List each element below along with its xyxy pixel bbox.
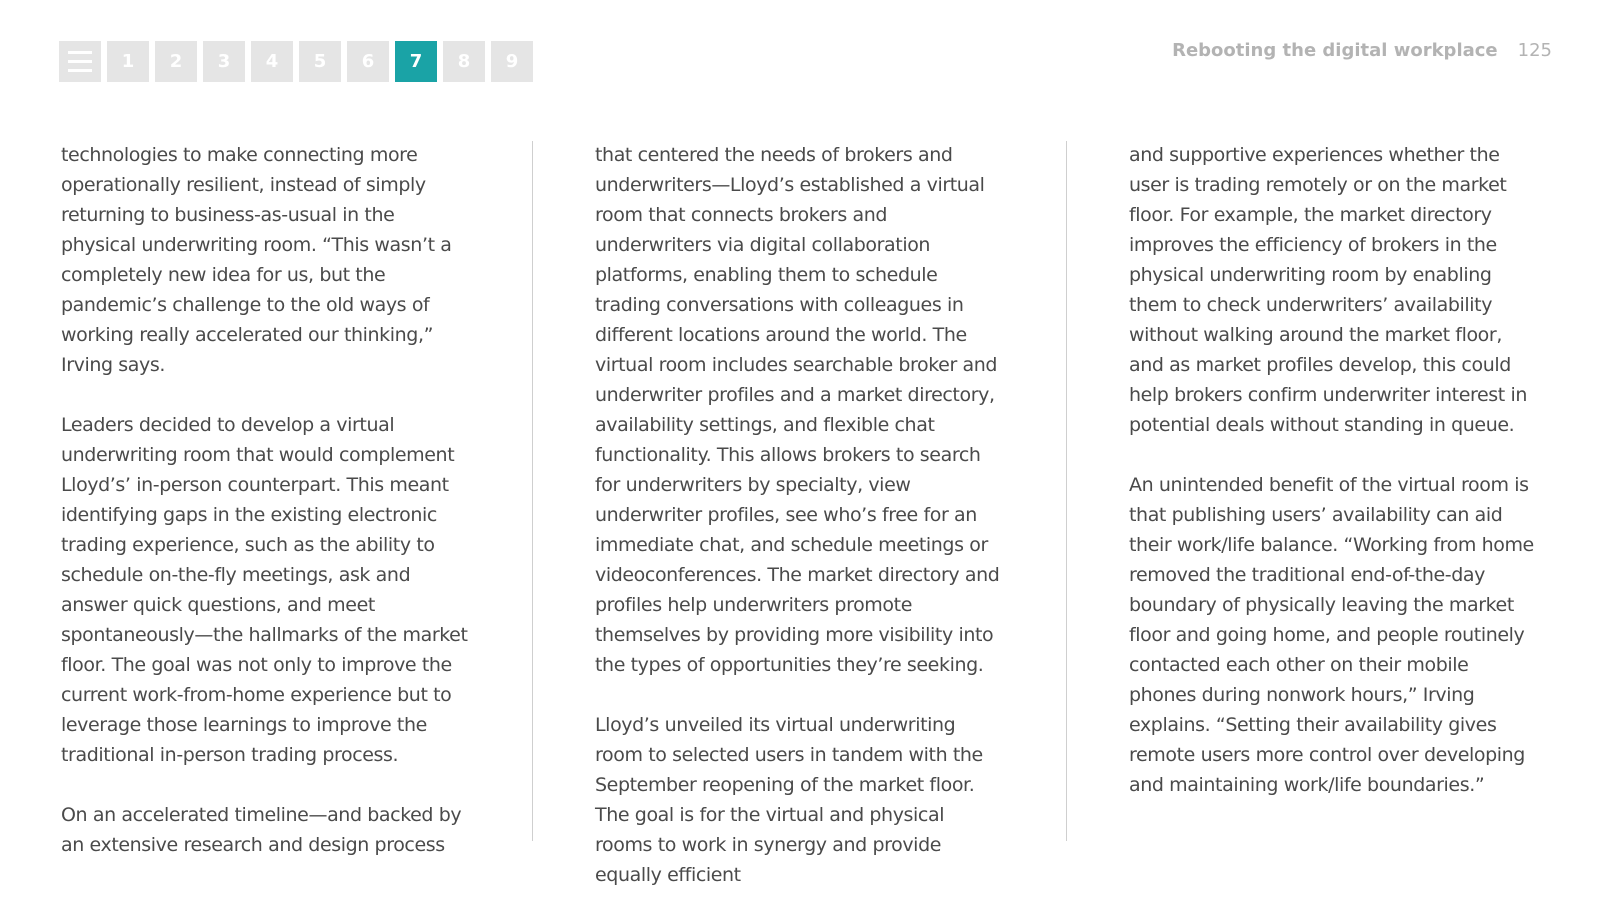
page-button-6[interactable]: 6 bbox=[347, 41, 389, 82]
page-number: 125 bbox=[1517, 40, 1552, 61]
page-button-9[interactable]: 9 bbox=[491, 41, 533, 82]
page-button-3[interactable]: 3 bbox=[203, 41, 245, 82]
text-column-1 bbox=[61, 140, 471, 890]
page-navigation bbox=[59, 41, 533, 82]
paragraph: and supportive experiences whether the user is trading remotely or on the market floor. For example, the market directory improves the efficiency of brokers in the physical underwriting room by enabling them to check underwriters’ availability without walking around the market floor, and as market profiles develop, this could help brokers confirm underwriter interest in potential deals without standing in queue. bbox=[1129, 144, 1527, 436]
paragraph: On an accelerated timeline—and backed by an extensive research and design process bbox=[61, 804, 462, 856]
paragraph: An unintended benefit of the virtual room is that publishing users’ availability can aid their work/life balance. “Working from home removed the traditional end-of-the-day boundary of physically leaving the market floor and going home, and people routinely contacted each other on their mobile phones during nonwork hours,” Irving explains. “Setting their availability gives remote users more control over developing and maintaining work/life boundaries.” bbox=[1129, 474, 1534, 796]
page-button-2[interactable]: 2 bbox=[155, 41, 197, 82]
column-divider bbox=[532, 141, 533, 841]
text-column-3 bbox=[1129, 140, 1539, 830]
column-divider bbox=[1066, 141, 1067, 841]
document-title: Rebooting the digital workplace bbox=[1172, 40, 1498, 61]
page-button-5[interactable]: 5 bbox=[299, 41, 341, 82]
page-button-7-active[interactable]: 7 bbox=[395, 41, 437, 82]
page-button-8[interactable]: 8 bbox=[443, 41, 485, 82]
hamburger-menu-icon bbox=[68, 51, 92, 72]
paragraph: Lloyd’s unveiled its virtual underwriting room to selected users in tandem with the September reopening of the market floor. The goal is for the virtual and physical rooms to work in synergy and provide equally efficient bbox=[595, 714, 983, 886]
paragraph: technologies to make connecting more operationally resilient, instead of simply returning to business-as-usual in the physical underwriting room. “This wasn’t a completely new idea for us, but the pandemic’s challenge to the old ways of working really accelerated our thinking,” Irving says. bbox=[61, 144, 452, 376]
menu-button[interactable] bbox=[59, 41, 101, 82]
paragraph: Leaders decided to develop a virtual underwriting room that would complement Lloyd’s’ in-person counterpart. This meant identifying gaps in the existing electronic trading experience, such as the ability to schedule on-the-fly meetings, ask and answer quick questions, and meet spontaneously—the hallmarks of the market floor. The goal was not only to improve the current work-from-home experience but to leverage those learnings to improve the traditional in-person trading process. bbox=[61, 414, 468, 766]
paragraph: that centered the needs of brokers and underwriters—Lloyd’s established a virtual room that connects brokers and underwriters via digital collaboration platforms, enabling them to schedule trading conversations with colleagues in different locations around the world. The virtual room includes searchable broker and underwriter profiles and a market directory, availability settings, and flexible chat functionality. This allows brokers to search for underwriters by specialty, view underwriter profiles, see who’s free for an immediate chat, and schedule meetings or videoconferences. The market directory and profiles help underwriters promote themselves by providing more visibility into the types of opportunities they’re seeking. bbox=[595, 144, 1000, 676]
text-column-2 bbox=[595, 140, 1005, 920]
page-button-1[interactable]: 1 bbox=[107, 41, 149, 82]
page-button-4[interactable]: 4 bbox=[251, 41, 293, 82]
page-header bbox=[1172, 40, 1552, 61]
